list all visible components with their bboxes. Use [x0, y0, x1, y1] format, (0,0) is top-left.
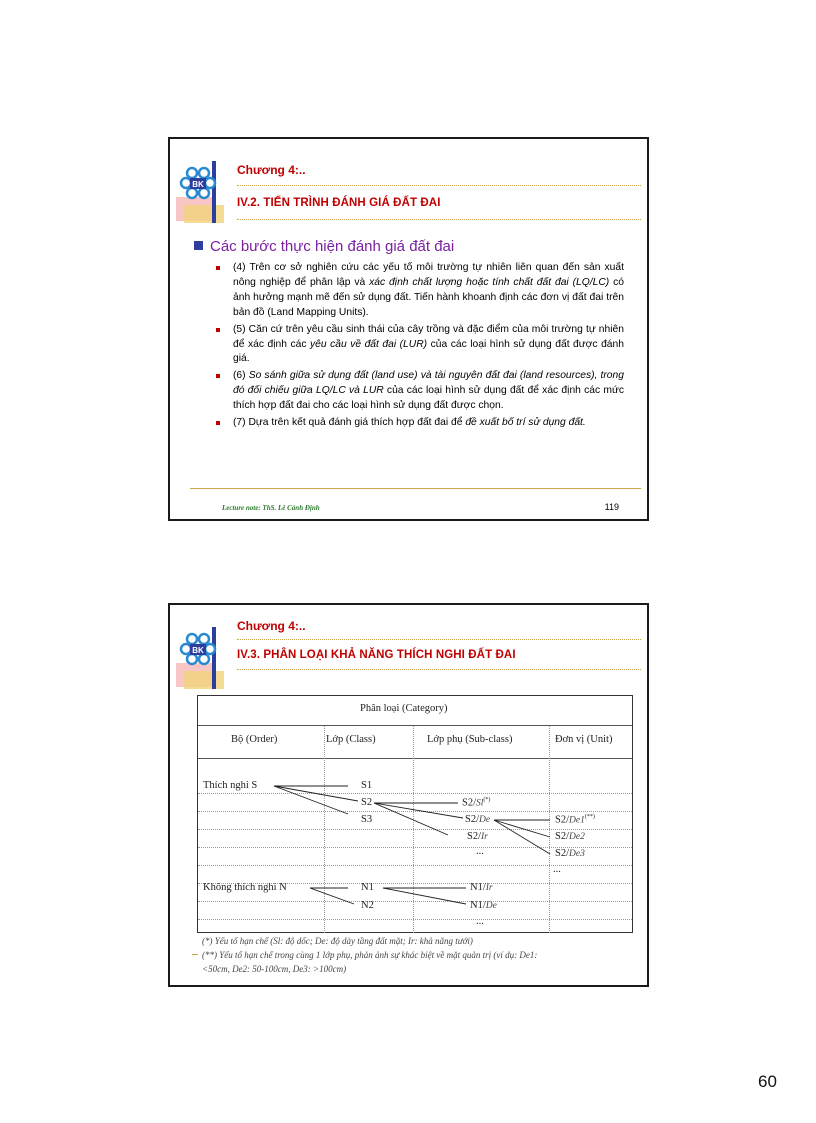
ellipsis: ...: [553, 864, 561, 875]
bk-logo-icon: [176, 161, 236, 223]
order-not-suitable: Không thích nghi N: [203, 882, 287, 893]
section-title: IV.2. TIẾN TRÌNH ĐÁNH GIÁ ĐẤT ĐAI: [237, 197, 441, 209]
column-header: Lớp (Class): [326, 734, 376, 745]
classification-connector-lines: [198, 696, 634, 934]
divider: [237, 669, 641, 670]
slide-heading: Các bước thực hiện đánh giá đất đai: [194, 238, 454, 255]
page-number: 60: [758, 1072, 777, 1091]
divider: [237, 219, 641, 220]
list-item: (5) Căn cứ trên yêu cầu sinh thái của cây trồng và đặc điểm của môi trường tự nhiên để xác định các yêu cầu về đất đai (LUR) của các loại hình sử dụng đất được đánh giá.: [216, 323, 624, 368]
table-caption: Phân loại (Category): [360, 703, 448, 714]
list-item: (7) Dựa trên kết quả đánh giá thích hợp đất đai để đề xuất bố trí sử dụng đất.: [216, 416, 624, 431]
chapter-label: Chương 4:..: [237, 163, 306, 177]
square-bullet-icon: [194, 241, 203, 250]
lecture-note: Lecture note: ThS. Lê Cảnh Định: [222, 504, 320, 512]
column-header: Đơn vị (Unit): [555, 734, 613, 745]
subclass-s2-de: S2/De: [465, 814, 491, 825]
bullet-list: [216, 261, 624, 433]
order-suitable: Thích nghi S: [203, 780, 258, 791]
classification-table: [197, 695, 633, 933]
ellipsis: ...: [476, 846, 484, 857]
bullet-icon: [216, 421, 220, 425]
bullet-icon: [216, 266, 220, 270]
svg-text:BK: BK: [192, 646, 204, 655]
class-n2: N2: [361, 900, 374, 911]
column-header: Bộ (Order): [231, 734, 278, 745]
class-n1: N1: [361, 882, 374, 893]
class-s1: S1: [361, 780, 373, 791]
unit-s2-de2: S2/De2: [555, 831, 585, 842]
unit-s2-de3: S2/De3: [555, 848, 585, 859]
divider: [237, 185, 641, 186]
ellipsis: ...: [476, 916, 484, 927]
section-title: IV.3. PHÂN LOẠI KHẢ NĂNG THÍCH NGHI ĐẤT ĐAI: [237, 649, 516, 661]
chapter-label: Chương 4:..: [237, 619, 306, 633]
bullet-icon: [216, 328, 220, 332]
unit-s2-de1: S2/De1(**): [555, 814, 595, 826]
subclass-s2-ir: S2/Ir: [467, 831, 488, 842]
footer-mark: [192, 954, 198, 955]
slide-page-number: 119: [604, 502, 619, 512]
subclass-n1-ir: N1/Ir: [470, 882, 493, 893]
footer-divider: [190, 488, 641, 489]
class-s3: S3: [361, 814, 373, 825]
footnote-1: (*) Yếu tố hạn chế (Sl: độ dốc; De: độ dày tầng đất mặt; Ir: khả năng tưới): [202, 936, 473, 946]
bullet-icon: [216, 374, 220, 378]
class-s2: S2: [361, 797, 373, 808]
bk-logo-icon: [176, 627, 236, 689]
subclass-s2-sl: S2/Sl(*): [462, 797, 491, 809]
slide-119: [168, 137, 649, 521]
list-item: (6) So sánh giữa sử dụng đất (land use) và tài nguyên đất đai (land resources), trong đó đối chiếu giữa LQ/LC và LUR của các loại hình sử dụng đất để xác định các mức thích hợp đất đai cho các loại hình sử dụng đất được chọn.: [216, 369, 624, 414]
footnote-2-cont: <50cm, De2: 50-100cm, De3: >100cm): [202, 964, 347, 974]
svg-text:BK: BK: [192, 180, 204, 189]
subclass-n1-de: N1/De: [470, 900, 497, 911]
column-header: Lớp phụ (Sub-class): [427, 734, 513, 745]
divider: [237, 639, 641, 640]
slide-land-suitability: [168, 603, 649, 987]
footnote-2: (**) Yếu tố hạn chế trong cùng 1 lớp phụ, phản ảnh sự khác biệt về mặt quản trị (ví dụ: De1:: [202, 950, 538, 960]
list-item: (4) Trên cơ sở nghiên cứu các yếu tố môi trường tự nhiên liên quan đến sản xuất nông nghiệp để phân lập và xác định chất lượng hoặc tính chất đất đai (LQ/LC) có ảnh hưởng mạnh mẽ đến sử dụng đất. Tiến hành khoanh định các đơn vị đất đai trên bản đồ (Land Mapping Units).: [216, 261, 624, 321]
